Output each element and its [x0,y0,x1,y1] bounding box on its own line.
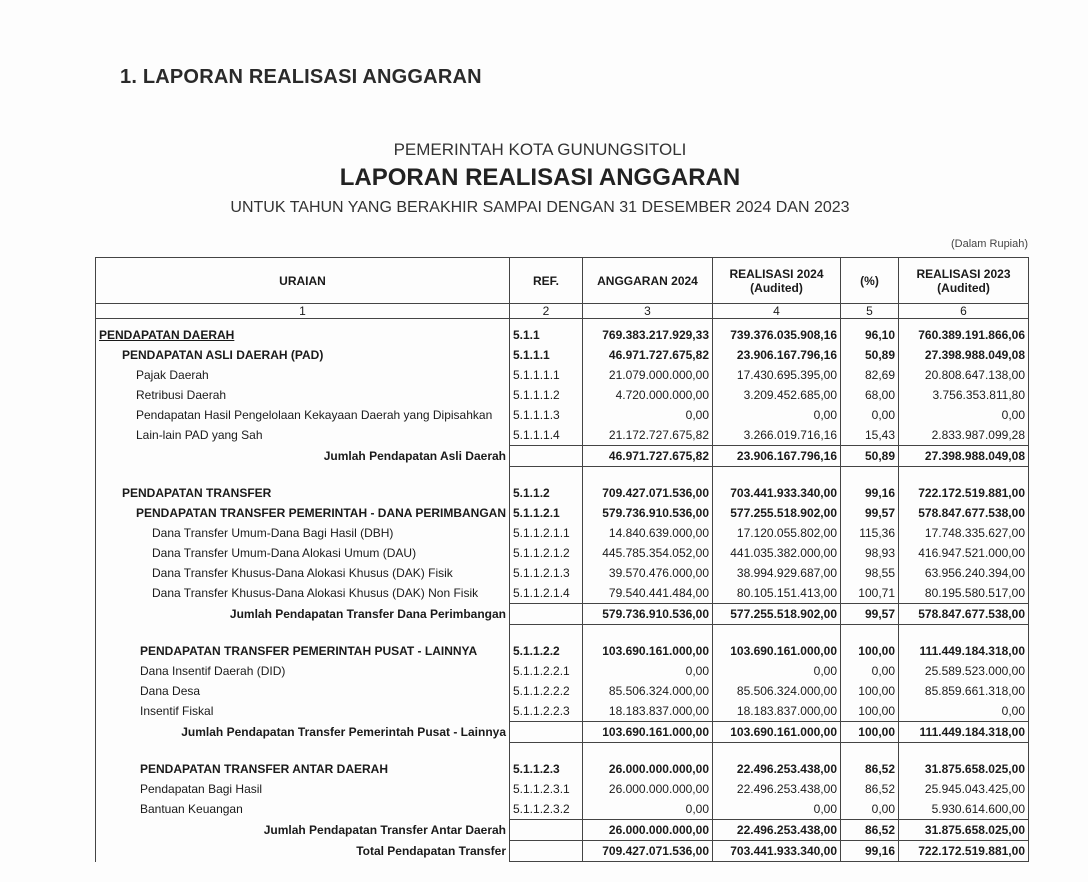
spacer-cell [841,743,899,760]
row-realisasi2023: 31.875.658.025,00 [899,759,1029,779]
row-realisasi2024: 0,00 [713,799,841,820]
row-ref: 5.1.1.2 [510,483,583,503]
row-anggaran: 103.690.161.000,00 [583,641,713,661]
table-row [96,325,1029,345]
row-label: PENDAPATAN TRANSFER [96,483,510,503]
row-realisasi2024: 577.255.518.902,00 [713,503,841,523]
row-realisasi2024: 17.120.055.802,00 [713,523,841,543]
spacer-cell [583,743,713,760]
spacer-row [96,743,1029,760]
row-persen: 98,93 [841,543,899,563]
row-anggaran: 79.540.441.484,00 [583,583,713,604]
col-header-realisasi-2023-line2: (Audited) [937,280,990,295]
row-label: Jumlah Pendapatan Transfer Pemerintah Pusat - Lainnya [96,722,510,743]
budget-realization-table [95,257,1029,862]
row-realisasi2024: 703.441.933.340,00 [713,483,841,503]
row-realisasi2023: 27.398.988.049,08 [899,345,1029,365]
row-label: Dana Transfer Khusus-Dana Alokasi Khusus (DAK) Fisik [96,563,510,583]
row-label: Lain-lain PAD yang Sah [96,425,510,446]
table-row [96,483,1029,503]
row-label: PENDAPATAN ASLI DAERAH (PAD) [96,345,510,365]
spacer-cell [583,467,713,484]
row-anggaran: 445.785.354.052,00 [583,543,713,563]
col-header-realisasi-2023 [899,258,1029,304]
row-persen: 0,00 [841,405,899,425]
row-anggaran: 103.690.161.000,00 [583,722,713,743]
row-realisasi2024: 22.496.253.438,00 [713,820,841,841]
row-realisasi2023: 3.756.353.811,80 [899,385,1029,405]
row-label: PENDAPATAN TRANSFER PEMERINTAH - DANA PERIMBANGAN [96,503,510,523]
row-persen: 99,57 [841,604,899,625]
row-ref: 5.1.1.2.2 [510,641,583,661]
spacer-cell [713,625,841,642]
row-anggaran: 26.000.000.000,00 [583,820,713,841]
spacer-cell [583,625,713,642]
row-ref: 5.1.1.1 [510,345,583,365]
row-anggaran: 26.000.000.000,00 [583,779,713,799]
row-realisasi2024: 3.266.019.716,16 [713,425,841,446]
row-realisasi2024: 441.035.382.000,00 [713,543,841,563]
table-row [96,543,1029,563]
row-label: Dana Transfer Umum-Dana Alokasi Umum (DAU) [96,543,510,563]
row-label: Dana Transfer Umum-Dana Bagi Hasil (DBH) [96,523,510,543]
row-realisasi2023: 111.449.184.318,00 [899,641,1029,661]
row-realisasi2023: 416.947.521.000,00 [899,543,1029,563]
row-persen: 99,57 [841,503,899,523]
row-anggaran: 26.000.000.000,00 [583,759,713,779]
col-header-uraian: URAIAN [96,258,510,304]
row-realisasi2024: 18.183.837.000,00 [713,701,841,722]
row-realisasi2023: 63.956.240.394,00 [899,563,1029,583]
row-label: Pendapatan Bagi Hasil [96,779,510,799]
row-persen: 86,52 [841,820,899,841]
row-ref: 5.1.1.1.3 [510,405,583,425]
row-ref [510,604,583,625]
row-realisasi2023: 85.859.661.318,00 [899,681,1029,701]
report-subtitle: UNTUK TAHUN YANG BERAKHIR SAMPAI DENGAN 31 DESEMBER 2024 DAN 2023 [230,199,850,216]
spacer-cell [899,743,1029,760]
row-ref: 5.1.1.2.1.4 [510,583,583,604]
row-ref: 5.1.1.2.3.1 [510,779,583,799]
row-realisasi2024: 38.994.929.687,00 [713,563,841,583]
row-persen: 0,00 [841,661,899,681]
row-persen: 15,43 [841,425,899,446]
row-anggaran: 14.840.639.000,00 [583,523,713,543]
row-realisasi2024: 3.209.452.685,00 [713,385,841,405]
subtotal-row [96,820,1029,841]
row-ref [510,722,583,743]
table-row [96,425,1029,446]
row-anggaran: 85.506.324.000,00 [583,681,713,701]
table-row [96,405,1029,425]
row-persen: 86,52 [841,759,899,779]
row-realisasi2024: 23.906.167.796,16 [713,345,841,365]
col-header-realisasi-2024-line2: (Audited) [750,280,803,295]
row-ref: 5.1.1.2.1.3 [510,563,583,583]
row-realisasi2023: 760.389.191.866,06 [899,325,1029,345]
row-anggaran: 18.183.837.000,00 [583,701,713,722]
row-persen: 96,10 [841,325,899,345]
row-label: PENDAPATAN TRANSFER ANTAR DAERAH [96,759,510,779]
subtotal-row [96,722,1029,743]
row-realisasi2023: 111.449.184.318,00 [899,722,1029,743]
table-row [96,523,1029,543]
row-persen: 99,16 [841,841,899,862]
row-realisasi2023: 17.748.335.627,00 [899,523,1029,543]
row-label: Pendapatan Hasil Pengelolaan Kekayaan Daerah yang Dipisahkan [96,405,510,425]
government-name: PEMERINTAH KOTA GUNUNGSITOLI [393,140,687,159]
row-realisasi2024: 22.496.253.438,00 [713,759,841,779]
spacer-row [96,467,1029,484]
row-persen: 100,00 [841,641,899,661]
row-anggaran: 709.427.071.536,00 [583,841,713,862]
row-anggaran: 579.736.910.536,00 [583,604,713,625]
row-anggaran: 709.427.071.536,00 [583,483,713,503]
row-realisasi2024: 0,00 [713,405,841,425]
row-anggaran: 46.971.727.675,82 [583,446,713,467]
row-label: PENDAPATAN TRANSFER PEMERINTAH PUSAT - LAINNYA [96,641,510,661]
row-realisasi2023: 31.875.658.025,00 [899,820,1029,841]
row-realisasi2024: 80.105.151.413,00 [713,583,841,604]
row-persen: 68,00 [841,385,899,405]
row-ref: 5.1.1.2.1.1 [510,523,583,543]
row-ref: 5.1.1.1.1 [510,365,583,385]
row-ref: 5.1.1.2.2.3 [510,701,583,722]
row-ref: 5.1.1.2.3 [510,759,583,779]
row-realisasi2023: 2.833.987.099,28 [899,425,1029,446]
row-anggaran: 39.570.476.000,00 [583,563,713,583]
row-label: Dana Transfer Khusus-Dana Alokasi Khusus (DAK) Non Fisik [96,583,510,604]
table-row [96,365,1029,385]
row-realisasi2024: 17.430.695.395,00 [713,365,841,385]
spacer-cell [841,625,899,642]
row-ref: 5.1.1.2.2.1 [510,661,583,681]
row-ref: 5.1.1 [510,325,583,345]
row-ref [510,820,583,841]
row-realisasi2024: 739.376.035.908,16 [713,325,841,345]
row-realisasi2024: 577.255.518.902,00 [713,604,841,625]
spacer-cell [510,743,583,760]
row-label: PENDAPATAN DAERAH [96,325,510,345]
table-row [96,583,1029,604]
row-persen: 98,55 [841,563,899,583]
row-anggaran: 46.971.727.675,82 [583,345,713,365]
row-ref: 5.1.1.2.1 [510,503,583,523]
col-number-5: 5 [841,304,899,319]
spacer-cell [96,625,510,642]
row-realisasi2023: 20.808.647.138,00 [899,365,1029,385]
row-realisasi2024: 0,00 [713,661,841,681]
row-label: Insentif Fiskal [96,701,510,722]
row-realisasi2024: 103.690.161.000,00 [713,641,841,661]
row-persen: 50,89 [841,345,899,365]
row-realisasi2023: 722.172.519.881,00 [899,483,1029,503]
row-persen: 99,16 [841,483,899,503]
report-title: LAPORAN REALISASI ANGGARAN [339,164,741,191]
table-row [96,563,1029,583]
row-label: Jumlah Pendapatan Transfer Dana Perimbangan [96,604,510,625]
subtotal-row [96,446,1029,467]
row-persen: 86,52 [841,779,899,799]
row-label: Pajak Daerah [96,365,510,385]
row-label: Jumlah Pendapatan Asli Daerah [96,446,510,467]
row-realisasi2023: 0,00 [899,405,1029,425]
currency-unit: (Dalam Rupiah) [951,238,1029,250]
row-label: Dana Insentif Daerah (DID) [96,661,510,681]
spacer-cell [96,743,510,760]
col-number-2: 2 [510,304,583,319]
row-realisasi2023: 722.172.519.881,00 [899,841,1029,862]
spacer-cell [899,467,1029,484]
subtotal-row [96,841,1029,862]
row-realisasi2023: 578.847.677.538,00 [899,503,1029,523]
subtotal-row [96,604,1029,625]
section-title: 1. LAPORAN REALISASI ANGGARAN [120,66,482,88]
row-realisasi2024: 85.506.324.000,00 [713,681,841,701]
row-anggaran: 0,00 [583,661,713,681]
row-realisasi2023: 0,00 [899,701,1029,722]
row-label: Dana Desa [96,681,510,701]
col-number-4: 4 [713,304,841,319]
row-realisasi2023: 25.945.043.425,00 [899,779,1029,799]
row-ref: 5.1.1.2.1.2 [510,543,583,563]
table-row [96,799,1029,820]
table-row [96,503,1029,523]
row-realisasi2024: 23.906.167.796,16 [713,446,841,467]
table-row [96,779,1029,799]
col-header-ref: REF. [510,258,583,304]
table-row [96,681,1029,701]
spacer-row [96,625,1029,642]
row-realisasi2023: 25.589.523.000,00 [899,661,1029,681]
row-anggaran: 579.736.910.536,00 [583,503,713,523]
row-anggaran: 4.720.000.000,00 [583,385,713,405]
row-ref: 5.1.1.1.4 [510,425,583,446]
row-realisasi2024: 703.441.933.340,00 [713,841,841,862]
row-realisasi2024: 22.496.253.438,00 [713,779,841,799]
row-ref: 5.1.1.1.2 [510,385,583,405]
row-ref [510,841,583,862]
row-persen: 0,00 [841,799,899,820]
row-label: Bantuan Keuangan [96,799,510,820]
table-row [96,385,1029,405]
row-anggaran: 21.172.727.675,82 [583,425,713,446]
row-persen: 100,00 [841,701,899,722]
row-persen: 50,89 [841,446,899,467]
row-persen: 100,00 [841,681,899,701]
row-anggaran: 769.383.217.929,33 [583,325,713,345]
spacer-cell [713,467,841,484]
col-number-3: 3 [583,304,713,319]
row-persen: 100,71 [841,583,899,604]
row-persen: 100,00 [841,722,899,743]
row-anggaran: 0,00 [583,405,713,425]
row-ref: 5.1.1.2.2.2 [510,681,583,701]
table-row [96,345,1029,365]
row-realisasi2023: 80.195.580.517,00 [899,583,1029,604]
col-number-6: 6 [899,304,1029,319]
row-label: Total Pendapatan Transfer [96,841,510,862]
col-header-persen: (%) [841,258,899,304]
col-header-realisasi-2023-line1: REALISASI 2023 [916,266,1011,281]
spacer-cell [510,625,583,642]
row-realisasi2023: 5.930.614.600,00 [899,799,1029,820]
table-row [96,641,1029,661]
spacer-cell [713,743,841,760]
row-ref [510,446,583,467]
table-row [96,701,1029,722]
row-realisasi2024: 103.690.161.000,00 [713,722,841,743]
table-row [96,661,1029,681]
col-number-1: 1 [96,304,510,319]
row-realisasi2023: 578.847.677.538,00 [899,604,1029,625]
row-persen: 82,69 [841,365,899,385]
row-ref: 5.1.1.2.3.2 [510,799,583,820]
row-label: Jumlah Pendapatan Transfer Antar Daerah [96,820,510,841]
row-anggaran: 21.079.000.000,00 [583,365,713,385]
table-row [96,759,1029,779]
row-label: Retribusi Daerah [96,385,510,405]
spacer-cell [510,467,583,484]
row-persen: 115,36 [841,523,899,543]
row-realisasi2023: 27.398.988.049,08 [899,446,1029,467]
row-anggaran: 0,00 [583,799,713,820]
spacer-cell [899,625,1029,642]
spacer-cell [96,467,510,484]
col-header-realisasi-2024-line1: REALISASI 2024 [729,266,824,281]
col-header-anggaran: ANGGARAN 2024 [583,258,713,304]
spacer-cell [841,467,899,484]
col-header-realisasi-2024 [713,258,841,304]
